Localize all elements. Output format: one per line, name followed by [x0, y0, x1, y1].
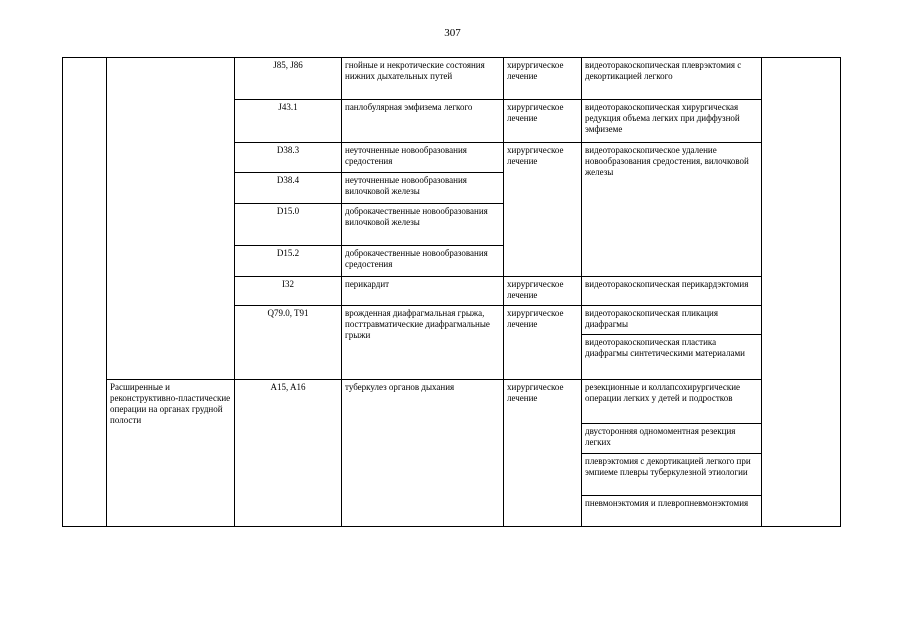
icd-code-cell: D15.0	[235, 204, 342, 246]
page-number: 307	[444, 27, 461, 39]
method-cell: резекционные и коллапсохирургические операции легких у детей и подростков	[582, 380, 762, 424]
method-cell: видеоторакоскопическая перикардэктомия	[582, 277, 762, 306]
icd-code-cell: J43.1	[235, 100, 342, 143]
method-cell: видеоторакоскопическая пластика диафрагмы синтетическими материалами	[582, 335, 762, 380]
medical-procedures-table	[62, 57, 841, 527]
diagnosis-cell: врожденная диафрагмальная грыжа, посттравматические диафрагмальные грыжи	[342, 306, 504, 380]
icd-code-cell: J85, J86	[235, 58, 342, 100]
diagnosis-cell: гнойные и некротические состояния нижних дыхательных путей	[342, 58, 504, 100]
icd-code-cell: D15.2	[235, 246, 342, 277]
table-row	[63, 380, 841, 424]
method-cell: двусторонняя одномоментная резекция легких	[582, 424, 762, 454]
group-cell	[107, 58, 235, 380]
icd-code-cell: I32	[235, 277, 342, 306]
icd-code-cell: Q79.0, T91	[235, 306, 342, 380]
diagnosis-cell: перикардит	[342, 277, 504, 306]
treatment-cell: хирургическое лечение	[504, 100, 582, 143]
diagnosis-cell: неуточненные новообразования вилочковой железы	[342, 173, 504, 204]
treatment-cell: хирургическое лечение	[504, 277, 582, 306]
method-cell: видеоторакоскопическое удаление новообразования средостения, вилочковой железы	[582, 143, 762, 277]
index-cell	[63, 58, 107, 527]
diagnosis-cell: доброкачественные новообразования средостения	[342, 246, 504, 277]
table-row	[63, 58, 841, 100]
method-cell: плеврэктомия с декортикацией легкого при эмпиеме плевры туберкулезной этиологии	[582, 454, 762, 496]
treatment-cell: хирургическое лечение	[504, 306, 582, 380]
treatment-cell: хирургическое лечение	[504, 143, 582, 277]
method-cell: видеоторакоскопическая хирургическая редукция объема легких при диффузной эмфиземе	[582, 100, 762, 143]
icd-code-cell: A15, A16	[235, 380, 342, 527]
icd-code-cell: D38.3	[235, 143, 342, 173]
treatment-cell: хирургическое лечение	[504, 380, 582, 527]
diagnosis-cell: панлобулярная эмфизема легкого	[342, 100, 504, 143]
diagnosis-cell: туберкулез органов дыхания	[342, 380, 504, 527]
diagnosis-cell: неуточненные новообразования средостения	[342, 143, 504, 173]
diagnosis-cell: доброкачественные новообразования вилочковой железы	[342, 204, 504, 246]
method-cell: пневмонэктомия и плевропневмонэктомия	[582, 496, 762, 527]
icd-code-cell: D38.4	[235, 173, 342, 204]
method-cell: видеоторакоскопическая плеврэктомия с декортикацией легкого	[582, 58, 762, 100]
treatment-cell: хирургическое лечение	[504, 58, 582, 100]
method-cell: видеоторакоскопическая пликация диафрагмы	[582, 306, 762, 335]
group-cell: Расширенные и реконструктивно-пластические операции на органах грудной полости	[107, 380, 235, 527]
extra-cell	[762, 58, 841, 527]
